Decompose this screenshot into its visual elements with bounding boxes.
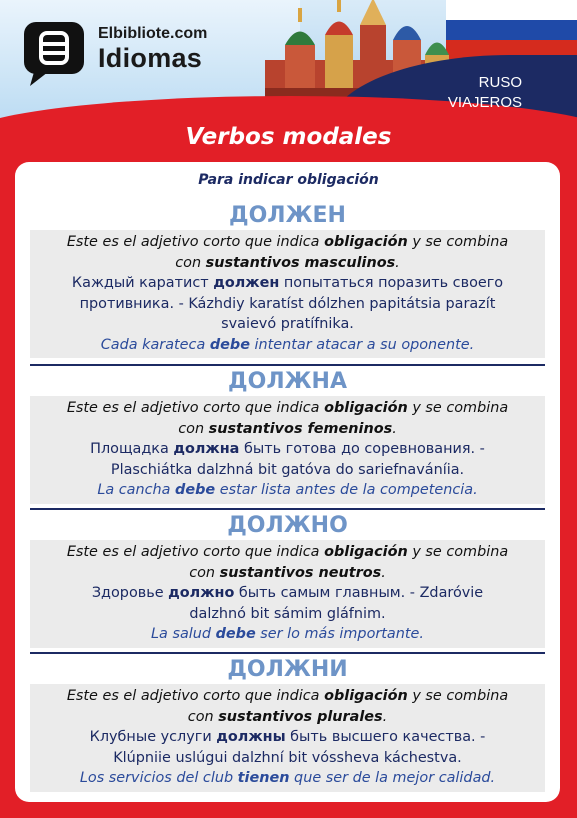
brand-name: Idiomas bbox=[98, 43, 203, 73]
russian-example: Каждый каратист должен попытаться поразить своего bbox=[71, 275, 504, 291]
description-line-2: con sustantivos femeninos. bbox=[178, 420, 397, 437]
russian-example: Здоровье должно быть самым главным. - Zdaróvie bbox=[91, 585, 484, 601]
russian-example: Площадка должна быть готова до соревнования. - bbox=[90, 441, 485, 457]
section-heading: ДОЛЖНИ bbox=[227, 657, 348, 682]
brand-site: Elbibliote.com bbox=[98, 25, 208, 42]
section-body bbox=[30, 540, 545, 648]
description-line-2: con sustantivos neutros. bbox=[189, 564, 386, 581]
level-badge bbox=[446, 70, 566, 118]
description-line-2: con sustantivos plurales. bbox=[187, 708, 388, 725]
section-heading: ДОЛЖНА bbox=[228, 369, 347, 394]
section-dolzhen bbox=[30, 202, 545, 358]
section-body bbox=[30, 396, 545, 504]
spanish-translation: Cada karateca debe intentar atacar a su oponente. bbox=[100, 336, 475, 353]
spanish-translation: La salud debe ser lo más importante. bbox=[151, 626, 424, 642]
description-line: Este es el adjetivo corto que indica obligación y se combina bbox=[66, 234, 509, 250]
section-dolzhna bbox=[30, 368, 545, 504]
section-dolzhni bbox=[30, 656, 545, 792]
transliteration-line-2: svaievó pratífnika. bbox=[221, 316, 354, 332]
transliteration-line: противника. - Kázhdiy karatíst dólzhen papitátsia parazít bbox=[79, 295, 496, 312]
transliteration-line: Plaschiátka dalzhná bit gatóva do sariefnaváníia. bbox=[110, 461, 465, 478]
badge-level: VIAJEROS bbox=[447, 94, 522, 111]
section-body bbox=[30, 230, 545, 358]
section-heading: ДОЛЖНО bbox=[227, 513, 348, 538]
section-body bbox=[30, 684, 545, 792]
spanish-translation: Los servicios del club tienen que ser de la mejor calidad. bbox=[79, 770, 496, 786]
description-line: Este es el adjetivo corto que indica obligación y se combina bbox=[66, 544, 509, 560]
transliteration-line: Klúpniie uslúgui dalzhní bit vóssheva káchestva. bbox=[113, 749, 462, 766]
transliteration-line: dalzhnó bit sámim gláfnim. bbox=[189, 605, 386, 622]
chat-bubble-logo-icon bbox=[24, 22, 84, 86]
russia-flag bbox=[446, 0, 577, 60]
spanish-translation: La cancha debe estar lista antes de la competencia. bbox=[97, 482, 478, 498]
description-line: Este es el adjetivo corto que indica obligación y se combina bbox=[66, 688, 509, 704]
page-subtitle: Para indicar obligación bbox=[198, 172, 379, 188]
section-divider bbox=[30, 652, 545, 654]
russian-example: Клубные услуги должны быть высшего качества. - bbox=[89, 729, 486, 745]
description-line: Este es el adjetivo corto que indica obligación y se combina bbox=[66, 400, 509, 416]
section-divider bbox=[30, 364, 545, 366]
section-dolzhno bbox=[30, 512, 545, 648]
description-line-2: con sustantivos masculinos. bbox=[175, 254, 400, 271]
header-banner bbox=[0, 0, 577, 122]
page-title: Verbos modales bbox=[185, 124, 392, 150]
section-divider bbox=[30, 508, 545, 510]
badge-language: RUSO bbox=[478, 74, 522, 91]
section-heading: ДОЛЖЕН bbox=[229, 203, 346, 228]
